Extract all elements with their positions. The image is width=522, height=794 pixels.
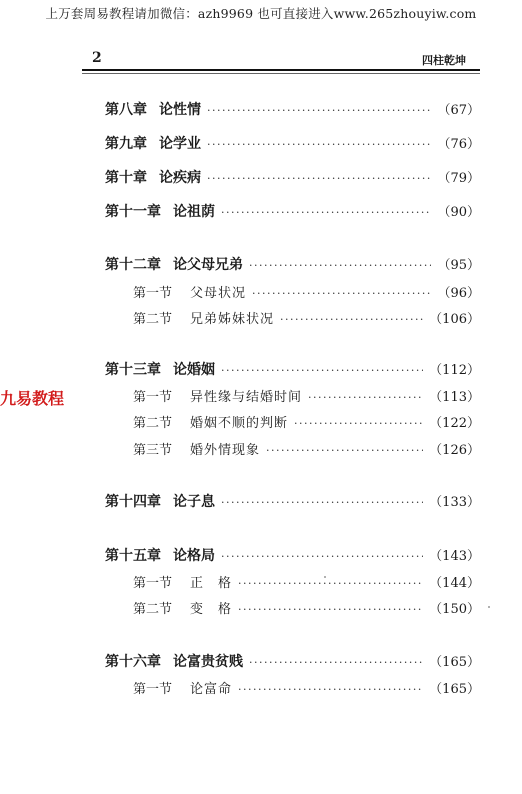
toc-number: 第二节 bbox=[133, 602, 173, 617]
toc-leader bbox=[221, 496, 423, 509]
toc-title: 婚外情现象 bbox=[190, 443, 261, 458]
toc-page: （150） bbox=[429, 602, 480, 617]
toc-entry bbox=[105, 201, 480, 223]
toc-entry bbox=[133, 282, 480, 304]
toc-number: 第十三章 bbox=[105, 362, 161, 378]
toc-page: （76） bbox=[437, 137, 480, 152]
toc-number: 第十二章 bbox=[105, 257, 161, 273]
toc-page: （144） bbox=[429, 576, 480, 591]
toc-page: （143） bbox=[429, 549, 480, 564]
toc-leader bbox=[280, 313, 423, 326]
toc-title: 论婚姻 bbox=[173, 362, 215, 378]
toc-number: 第十六章 bbox=[105, 654, 161, 670]
toc-title: 变 格 bbox=[190, 602, 233, 617]
toc-leader bbox=[207, 104, 431, 117]
toc-leader bbox=[249, 259, 431, 272]
toc-number: 第十四章 bbox=[105, 494, 161, 510]
toc-leader bbox=[221, 364, 423, 377]
toc-entry bbox=[133, 598, 480, 620]
toc-number: 第一节 bbox=[133, 286, 173, 301]
toc-number: 第二节 bbox=[133, 312, 173, 327]
toc-number: 第一节 bbox=[133, 576, 173, 591]
toc-title: 正 格 bbox=[190, 576, 233, 591]
toc-page: （90） bbox=[437, 205, 480, 220]
toc-leader bbox=[221, 550, 423, 563]
toc-entry bbox=[133, 678, 480, 700]
toc-title: 论祖荫 bbox=[173, 204, 215, 220]
toc-leader bbox=[238, 577, 423, 590]
toc-entry bbox=[133, 439, 480, 461]
toc-entry bbox=[133, 572, 480, 594]
toc-title: 论格局 bbox=[173, 548, 215, 564]
toc-number: 第二节 bbox=[133, 416, 173, 431]
toc-page: （133） bbox=[429, 495, 480, 510]
toc-leader bbox=[308, 391, 423, 404]
book-title: 四柱乾坤 bbox=[422, 54, 466, 67]
toc-page: （122） bbox=[429, 416, 480, 431]
toc-page: （112） bbox=[429, 363, 480, 378]
toc-title: 论性情 bbox=[159, 102, 201, 118]
toc-leader bbox=[221, 206, 431, 219]
toc-entry bbox=[133, 412, 480, 434]
toc-entry bbox=[105, 99, 480, 121]
toc-page: （95） bbox=[437, 258, 480, 273]
toc-number: 第一节 bbox=[133, 682, 173, 697]
toc-number: 第一节 bbox=[133, 390, 173, 405]
toc-leader bbox=[238, 683, 423, 696]
toc-number: 第十一章 bbox=[105, 204, 161, 220]
toc-leader bbox=[249, 656, 423, 669]
toc-title: 父母状况 bbox=[190, 286, 247, 301]
toc-number: 第十章 bbox=[105, 170, 147, 186]
watermark-text: 九易教程 bbox=[0, 389, 65, 408]
toc-page: （79） bbox=[437, 171, 480, 186]
toc-leader bbox=[207, 172, 431, 185]
page-number: 2 bbox=[92, 50, 102, 66]
toc-entry bbox=[133, 308, 480, 330]
toc-leader bbox=[238, 603, 423, 616]
toc-leader bbox=[294, 417, 423, 430]
toc-entry bbox=[105, 545, 480, 567]
toc-entry bbox=[105, 167, 480, 189]
toc-title: 论子息 bbox=[173, 494, 215, 510]
toc-entry bbox=[105, 491, 480, 513]
toc-number: 第九章 bbox=[105, 136, 147, 152]
toc-number: 第三节 bbox=[133, 443, 173, 458]
toc-title: 论富贵贫贱 bbox=[173, 654, 243, 670]
toc-title: 异性缘与结婚时间 bbox=[190, 390, 303, 405]
toc-title: 婚姻不顺的判断 bbox=[190, 416, 289, 431]
scan-speck bbox=[488, 606, 490, 608]
toc-leader bbox=[266, 444, 423, 457]
top-banner: 上万套周易教程请加微信：azh9969 也可直接进入www.265zhouyiw.com bbox=[45, 6, 477, 21]
toc-page: （126） bbox=[429, 443, 480, 458]
toc-leader bbox=[252, 287, 431, 300]
toc-page: （113） bbox=[429, 390, 480, 405]
toc-page: （67） bbox=[437, 103, 480, 118]
toc-entry bbox=[105, 651, 480, 673]
toc-page: （106） bbox=[429, 312, 480, 327]
toc-entry bbox=[105, 359, 480, 381]
toc-entry bbox=[133, 386, 480, 408]
toc-page: （165） bbox=[429, 682, 480, 697]
toc-number: 第十五章 bbox=[105, 548, 161, 564]
toc-title: 论富命 bbox=[190, 682, 233, 697]
toc-entry bbox=[105, 133, 480, 155]
toc-entry bbox=[105, 254, 480, 276]
scan-speck bbox=[324, 576, 326, 578]
toc-title: 论疾病 bbox=[159, 170, 201, 186]
toc-title: 兄弟姊妹状况 bbox=[190, 312, 275, 327]
toc-title: 论学业 bbox=[159, 136, 201, 152]
toc-page: （96） bbox=[437, 286, 480, 301]
toc-title: 论父母兄弟 bbox=[173, 257, 243, 273]
toc-leader bbox=[207, 138, 431, 151]
toc-number: 第八章 bbox=[105, 102, 147, 118]
toc-page: （165） bbox=[429, 655, 480, 670]
